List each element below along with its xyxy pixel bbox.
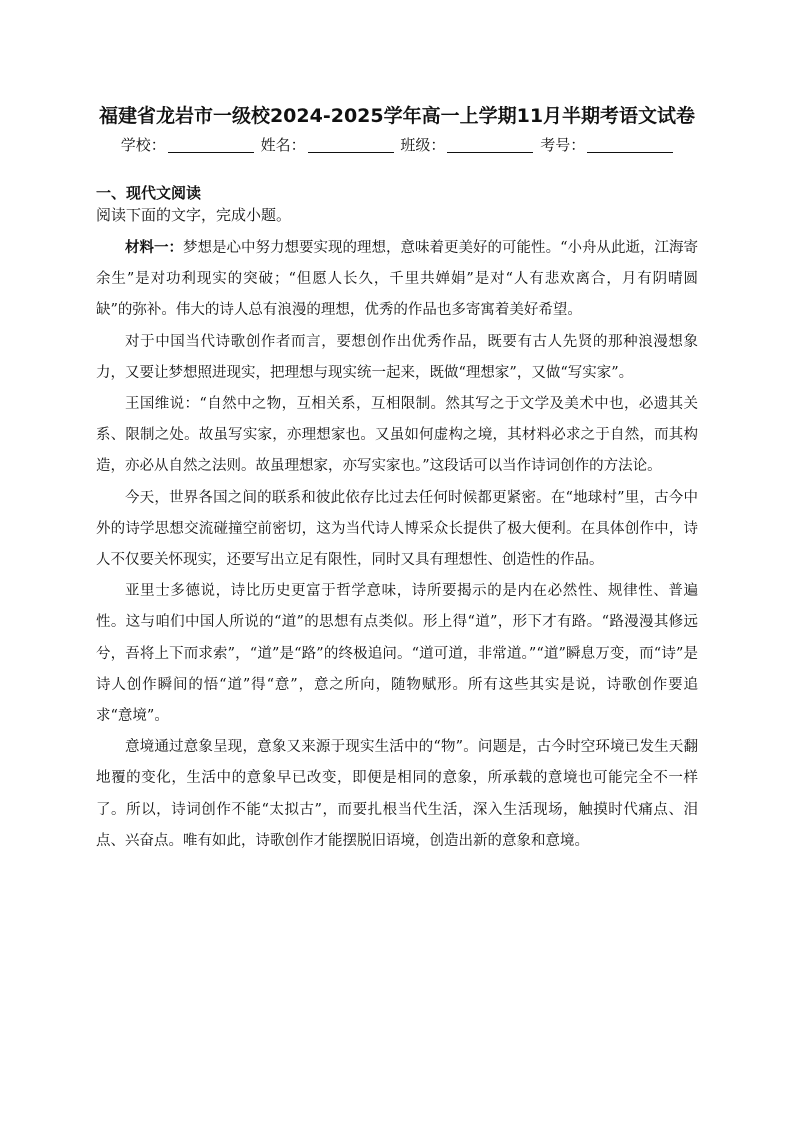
paragraph-2: 对于中国当代诗歌创作者而言，要想创作出优秀作品，既要有古人先贤的那种浪漫想象力，又要让梦想照进现实，把理想与现实统一起来，既做“理想家”，又做“写实家”。 xyxy=(96,333,698,381)
name-blank[interactable] xyxy=(308,137,394,153)
exam-title: 福建省龙岩市一级校2024-2025学年高一上学期11月半期考语文试卷 xyxy=(98,105,696,127)
school-blank[interactable] xyxy=(168,137,254,153)
class-field xyxy=(400,134,533,156)
material-label: 材料一： xyxy=(125,239,184,256)
reading-passage xyxy=(96,232,698,857)
school-label: 学校： xyxy=(120,136,166,154)
name-field xyxy=(261,134,394,156)
paragraph-1 xyxy=(96,232,698,327)
exam-number-blank[interactable] xyxy=(587,137,673,153)
paragraph-4: 今天，世界各国之间的联系和彼此依存比过去任何时候都更紧密。在“地球村”里，古今中外的诗学思想交流碰撞空前密切，这为当代诗人博采众长提供了极大便利。在具体创作中，诗人不仅要关怀现实，还要写出立足有限性，同时又具有理想性、创造性的作品。 xyxy=(96,489,698,569)
exam-number-field xyxy=(540,134,673,156)
paragraph-5: 亚里士多德说，诗比历史更富于哲学意味，诗所要揭示的是内在必然性、规律性、普遍性。这与咱们中国人所说的“道”的思想有点类似。形上得“道”，形下才有路。“路漫漫其修远兮，吾将上下而求索”，“道”是“路”的终极追问。“道可道，非常道。”“道”瞬息万变，而“诗”是诗人创作瞬间的悟“道”得“意”，意之所向，随物赋形。所有这些其实是说，诗歌创作要追求“意境”。 xyxy=(96,583,698,725)
school-field xyxy=(121,134,254,156)
paragraph-1-text: 梦想是心中努力想要实现的理想，意味着更美好的可能性。“小舟从此逝，江海寄余生”是对功利现实的突破；“但愿人长久，千里共婵娟”是对“人有悲欢离合，月有阴晴圆缺”的弥补。伟大的诗人总有浪漫的理想，优秀的作品也多寄寓着美好希望。 xyxy=(96,240,698,319)
class-blank[interactable] xyxy=(447,137,533,153)
exam-number-label: 考号： xyxy=(540,136,586,154)
section-heading: 一、现代文阅读 xyxy=(96,184,202,202)
paragraph-6: 意境通过意象呈现，意象又来源于现实生活中的“物”。问题是，古今时空环境已发生天翻地覆的变化，生活中的意象早已改变，即便是相同的意象，所承载的意境也可能完全不一样了。所以，诗词创作不能“太拟古”，而要扎根当代生活，深入生活现场，触摸时代痛点、泪点、兴奋点。唯有如此，诗歌创作才能摆脱旧语境，创造出新的意象和意境。 xyxy=(96,739,698,849)
student-info-fields xyxy=(0,134,794,156)
name-label: 姓名： xyxy=(260,136,306,154)
paragraph-3: 王国维说：“自然中之物，互相关系，互相限制。然其写之于文学及美术中也，必遗其关系、限制之处。故虽写实家，亦理想家也。又虽如何虚构之境，其材料必求之于自然，而其构造，亦必从自然之法则。故虽理想家，亦写实家也。”这段话可以当作诗词创作的方法论。 xyxy=(96,396,698,475)
class-label: 班级： xyxy=(400,136,446,154)
instruction-text: 阅读下面的文字，完成小题。 xyxy=(96,206,292,224)
